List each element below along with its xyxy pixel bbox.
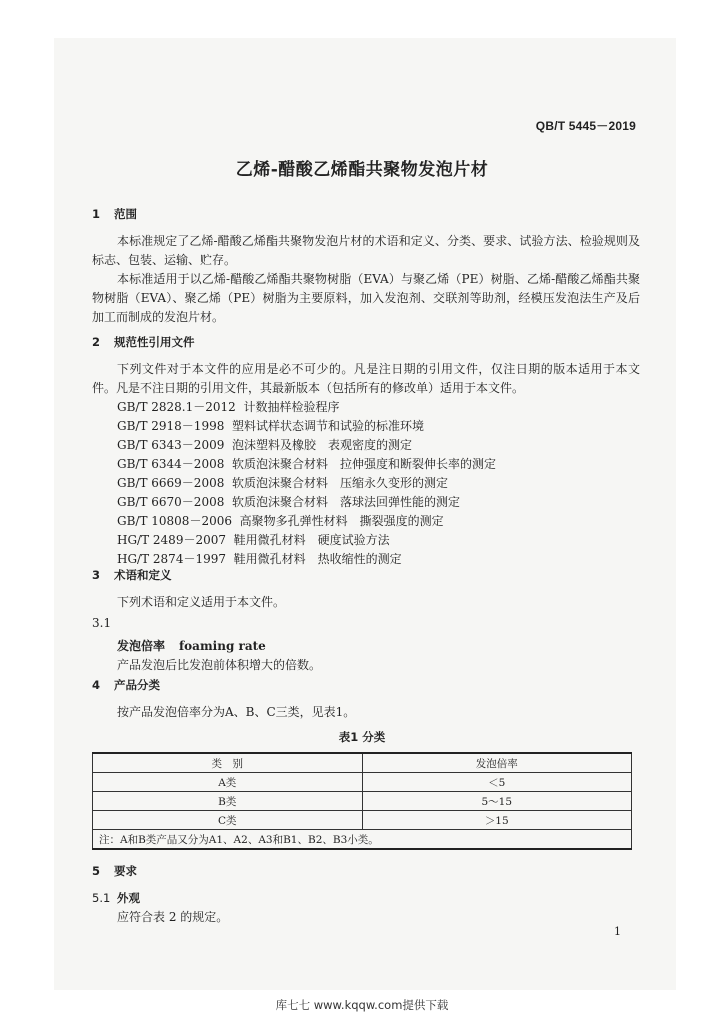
column-header: 类 别 [93,753,363,773]
table-caption: 表1 分类 [338,730,386,744]
table-note: 注：A和B类产品又分为A1、A2、A3和B1、B2、B3小类。 [93,830,632,850]
column-header: 发泡倍率 [362,753,632,773]
table-header-row [93,753,632,773]
term-english: foaming rate [179,639,266,653]
list-item [117,474,640,493]
paragraph: 下列术语和定义适用于本文件。 [117,595,286,609]
classification-table [92,752,632,850]
term-entry [92,637,640,656]
subsection-number: 5.1 [92,891,111,905]
table-cell: A类 [93,773,363,792]
page-number: 1 [614,925,621,938]
list-item [117,512,640,531]
download-footer: 库七七 www.kqqw.com提供下载 [275,998,449,1012]
section-title: 要求 [114,864,137,878]
table-note-row [93,830,632,850]
section-requirements [92,862,640,927]
table-cell: ＜5 [362,773,632,792]
section-number: 5 [92,864,101,878]
section-scope [92,205,640,327]
reference-code: GB/T 6669－2008 [117,476,225,490]
section-title: 产品分类 [114,678,160,692]
section-title: 规范性引用文件 [114,335,195,349]
reference-code: GB/T 6344－2008 [117,457,225,471]
subsection-title: 外观 [117,891,140,905]
subsection-number: 3.1 [92,616,112,630]
table-row [93,773,632,792]
section-heading [92,566,640,585]
term-definition: 产品发泡后比发泡前体积增大的倍数。 [117,658,322,672]
list-item [117,436,640,455]
standard-number: QB/T 5445－2019 [535,119,636,133]
section-classification [92,676,640,722]
section-number: 3 [92,568,101,582]
section-title: 范围 [114,207,137,221]
reference-code: GB/T 6343－2009 [117,438,225,452]
reference-name: 软质泡沫聚合材料 拉伸强度和断裂伸长率的测定 [232,457,497,471]
table-row [93,811,632,830]
reference-code: GB/T 2828.1－2012 [117,400,236,414]
list-item [117,531,640,550]
reference-code: HG/T 2874－1997 [117,552,226,566]
table-cell: ＞15 [362,811,632,830]
reference-name: 塑料试样状态调节和试验的标准环境 [232,419,425,433]
reference-name: 泡沫塑料及橡胶 表观密度的测定 [232,438,413,452]
table-cell: B类 [93,792,363,811]
table-cell: 5～15 [362,792,632,811]
section-heading [92,862,640,881]
section-normative-references [92,333,640,569]
term-chinese: 发泡倍率 [117,639,166,653]
section-number: 4 [92,678,101,692]
reference-name: 软质泡沫聚合材料 落球法回弹性能的测定 [232,495,461,509]
reference-code: GB/T 2918－1998 [117,419,225,433]
paragraph: 按产品发泡倍率分为A、B、C三类，见表1。 [117,705,356,719]
reference-code: GB/T 6670－2008 [117,495,225,509]
list-item [117,455,640,474]
section-number: 1 [92,207,101,221]
reference-list [92,398,640,569]
reference-name: 计数抽样检验程序 [243,400,340,414]
subsection-heading [92,889,640,908]
section-heading [92,676,640,695]
paragraph: 本标准规定了乙烯-醋酸乙烯酯共聚物发泡片材的术语和定义、分类、要求、试验方法、检验规则及标志、包装、运输、贮存。 [92,234,640,267]
list-item [117,493,640,512]
document-title: 乙烯-醋酸乙烯酯共聚物发泡片材 [235,160,489,180]
table-cell: C类 [93,811,363,830]
list-item [117,417,640,436]
reference-name: 鞋用微孔材料 硬度试验方法 [233,533,390,547]
reference-name: 软质泡沫聚合材料 压缩永久变形的测定 [232,476,449,490]
reference-code: GB/T 10808－2006 [117,514,232,528]
section-title: 术语和定义 [114,568,172,582]
section-number: 2 [92,335,101,349]
reference-name: 高聚物多孔弹性材料 撕裂强度的测定 [239,514,444,528]
section-heading [92,333,640,352]
list-item [117,398,640,417]
paragraph: 下列文件对于本文件的应用是必不可少的。凡是注日期的引用文件，仅注日期的版本适用于本文件。凡是不注日期的引用文件，其最新版本（包括所有的修改单）适用于本文件。 [92,362,640,395]
reference-name: 鞋用微孔材料 热收缩性的测定 [233,552,402,566]
paragraph: 应符合表 2 的规定。 [117,910,229,924]
table-row [93,792,632,811]
section-heading [92,205,640,224]
section-terms [92,566,640,675]
paragraph: 本标准适用于以乙烯-醋酸乙烯酯共聚物树脂（EVA）与聚乙烯（PE）树脂、乙烯-醋酸乙烯酯共聚物树脂（EVA）、聚乙烯（PE）树脂为主要原料，加入发泡剂、交联剂等助剂，经模压发泡法生产及后加工而制成的发泡片材。 [92,272,640,324]
reference-code: HG/T 2489－2007 [117,533,226,547]
